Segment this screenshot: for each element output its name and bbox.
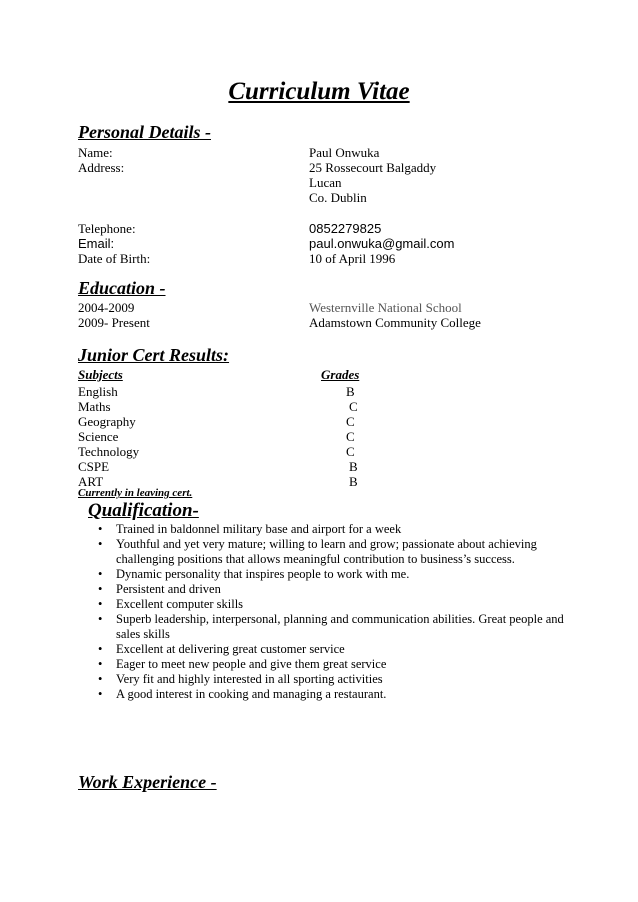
address-row <box>78 160 598 175</box>
subject-grade: C <box>349 399 358 414</box>
subject-grade: C <box>346 414 355 429</box>
name-label: Name: <box>78 145 113 160</box>
telephone-value: 0852279825 <box>309 221 382 236</box>
list-item <box>98 522 568 537</box>
name-row <box>78 145 598 160</box>
dob-row <box>78 251 598 266</box>
list-item <box>98 567 568 582</box>
qualification-heading: Qualification- <box>88 500 199 521</box>
junior-cert-heading: Junior Cert Results: <box>78 345 230 365</box>
telephone-label: Telephone: <box>78 221 136 236</box>
address-line-1: 25 Rossecourt Balgaddy <box>309 160 437 175</box>
address-row-2 <box>78 175 598 190</box>
subject-grade: C <box>346 444 355 459</box>
qualification-text: Trained in baldonnel military base and airport for a week <box>116 522 402 536</box>
qualification-text: Excellent at delivering great customer service <box>116 642 345 656</box>
qualification-text: Persistent and driven <box>116 582 221 596</box>
qualification-text: Eager to meet new people and give them great service <box>116 657 387 671</box>
list-item <box>98 612 568 642</box>
subjects-column-header: Subjects <box>78 367 123 382</box>
subject-grade: C <box>346 429 355 444</box>
telephone-row <box>78 221 598 236</box>
name-value: Paul Onwuka <box>309 145 380 160</box>
address-label: Address: <box>78 160 125 175</box>
education-school: Adamstown Community College <box>309 315 481 330</box>
qualification-text: Youthful and yet very mature; willing to learn and grow; passionate about achieving challenging positions that allows meaningful contribution to business’s success. <box>116 537 537 566</box>
work-experience-heading: Work Experience - <box>78 772 217 792</box>
subject-grade: B <box>349 474 358 489</box>
qualification-text: A good interest in cooking and managing a restaurant. <box>116 687 387 701</box>
education-row <box>78 315 598 330</box>
dob-value: 10 of April 1996 <box>309 251 396 266</box>
education-years: 2009- Present <box>78 315 150 330</box>
bullet-icon: • <box>98 582 103 596</box>
bullet-icon: • <box>98 687 103 701</box>
subject-name: ART <box>78 474 104 489</box>
education-years: 2004-2009 <box>78 300 135 315</box>
leaving-cert-note: Currently in leaving cert. <box>78 487 193 499</box>
subject-grade: B <box>346 384 355 399</box>
subject-name: Science <box>78 429 119 444</box>
address-line-2: Lucan <box>309 175 342 190</box>
education-heading: Education - <box>78 278 166 298</box>
list-item <box>98 597 568 612</box>
list-item <box>98 537 568 567</box>
bullet-icon: • <box>98 522 103 536</box>
bullet-icon: • <box>98 597 103 611</box>
bullet-icon: • <box>98 537 103 551</box>
qualification-list <box>98 522 568 702</box>
qualification-text: Dynamic personality that inspires people to work with me. <box>116 567 410 581</box>
education-row <box>78 300 598 315</box>
bullet-icon: • <box>98 642 103 656</box>
bullet-icon: • <box>98 612 103 626</box>
education-school: Westernville National School <box>309 300 462 315</box>
list-item <box>98 672 568 687</box>
qualification-text: Excellent computer skills <box>116 597 244 611</box>
address-line-3: Co. Dublin <box>309 190 367 205</box>
address-row-3 <box>78 190 598 205</box>
bullet-icon: • <box>98 567 103 581</box>
bullet-icon: • <box>98 672 103 686</box>
email-row <box>78 236 598 251</box>
qualification-text: Very fit and highly interested in all sporting activities <box>116 672 383 686</box>
bullet-icon: • <box>98 657 103 671</box>
list-item <box>98 642 568 657</box>
email-value: paul.onwuka@gmail.com <box>309 236 455 251</box>
grades-column-header: Grades <box>321 367 360 382</box>
list-item <box>98 582 568 597</box>
subject-grade: B <box>349 459 358 474</box>
subject-name: Technology <box>78 444 140 459</box>
personal-details-heading: Personal Details - <box>78 122 211 142</box>
subject-name: English <box>78 384 118 399</box>
subject-name: CSPE <box>78 459 110 474</box>
list-item <box>98 687 568 702</box>
qualification-text: Superb leadership, interpersonal, planning and communication abilities. Great people and sales skills <box>116 612 564 641</box>
subject-name: Maths <box>78 399 111 414</box>
list-item <box>98 657 568 672</box>
document-title: Curriculum Vitae <box>228 78 410 105</box>
email-label: Email: <box>78 236 115 251</box>
subject-name: Geography <box>78 414 136 429</box>
dob-label: Date of Birth: <box>78 251 151 266</box>
